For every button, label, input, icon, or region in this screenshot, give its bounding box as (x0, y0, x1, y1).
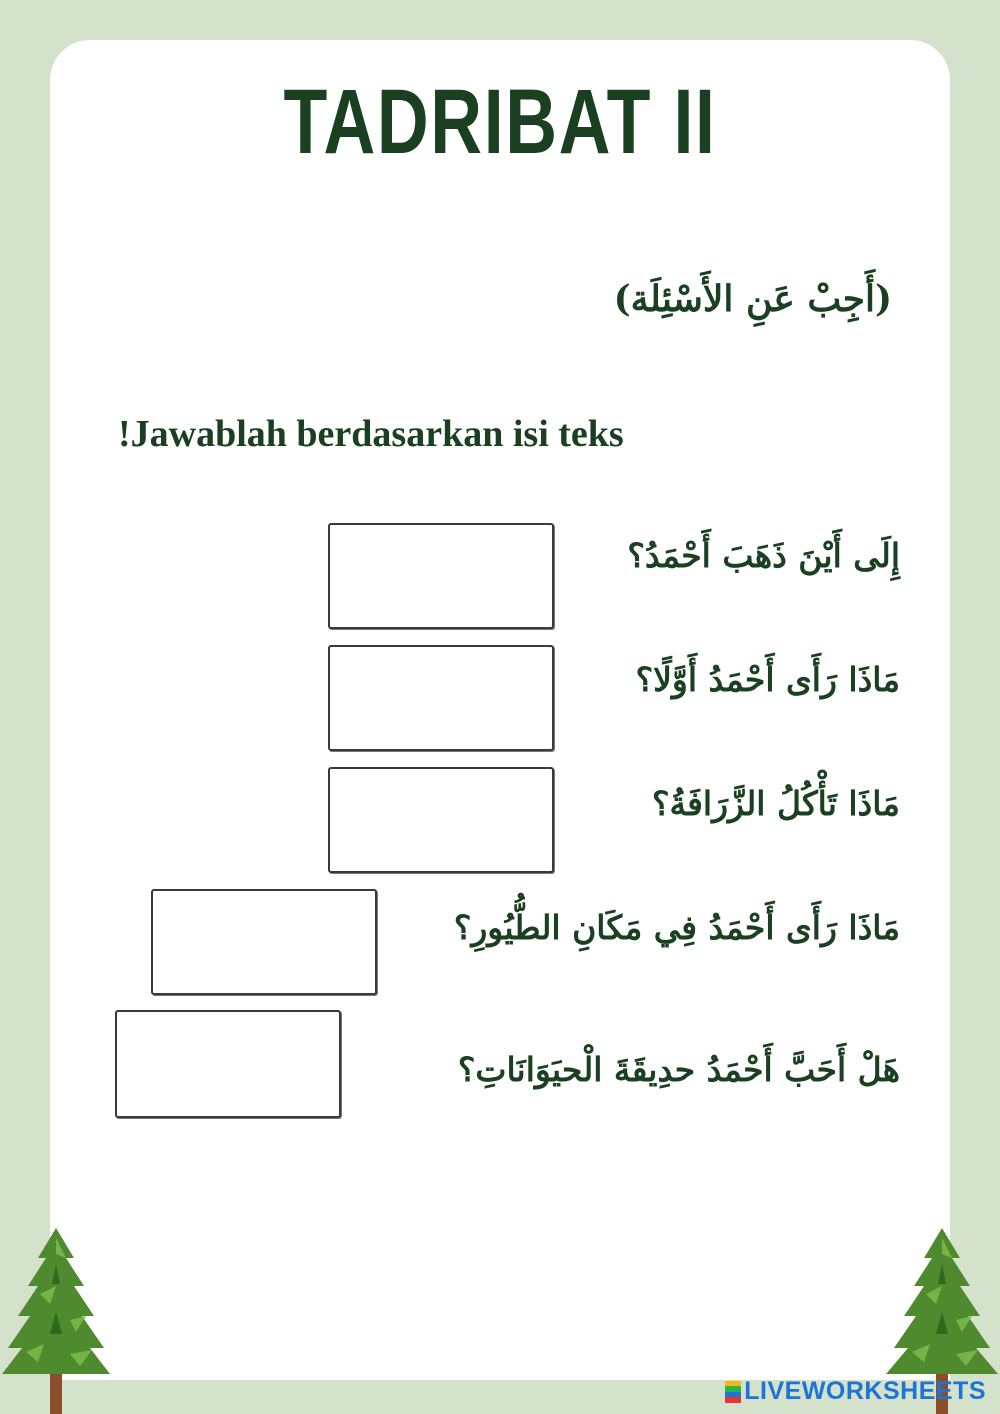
answer-input-2[interactable] (328, 645, 554, 751)
liveworksheets-mark-icon (725, 1381, 741, 1403)
answer-input-5[interactable] (115, 1010, 341, 1118)
question-3: مَاذَا تَأْكُلُ الزَّرَافَةُ؟ (651, 784, 900, 823)
pine-tree-icon (0, 1224, 112, 1414)
question-2: مَاذَا رَأَى أَحْمَدُ أَوَّلًا؟ (635, 660, 900, 699)
answer-input-3[interactable] (328, 767, 554, 873)
answer-input-1[interactable] (328, 523, 554, 629)
question-4: مَاذَا رَأَى أَحْمَدُ فِي مَكَانِ الطُّيُورِ؟ (453, 908, 900, 947)
question-5: هَلْ أَحَبَّ أَحْمَدُ حدِيقَةَ الْحيَوَانَاتِ؟ (457, 1050, 900, 1089)
brand-name: LIVEWORKSHEETS (744, 1377, 986, 1405)
page-title: TADRIBAT II (283, 71, 717, 173)
question-1: إِلَى أَيْنَ ذَهَبَ أَحْمَدُ؟ (627, 536, 900, 575)
liveworksheets-logo (725, 1377, 986, 1406)
answer-input-4[interactable] (151, 889, 377, 995)
indonesian-instruction: !Jawablah berdasarkan isi teks (118, 413, 624, 455)
arabic-instruction: (أَجِبْ عَنِ الأَسْئِلَة) (613, 278, 892, 320)
